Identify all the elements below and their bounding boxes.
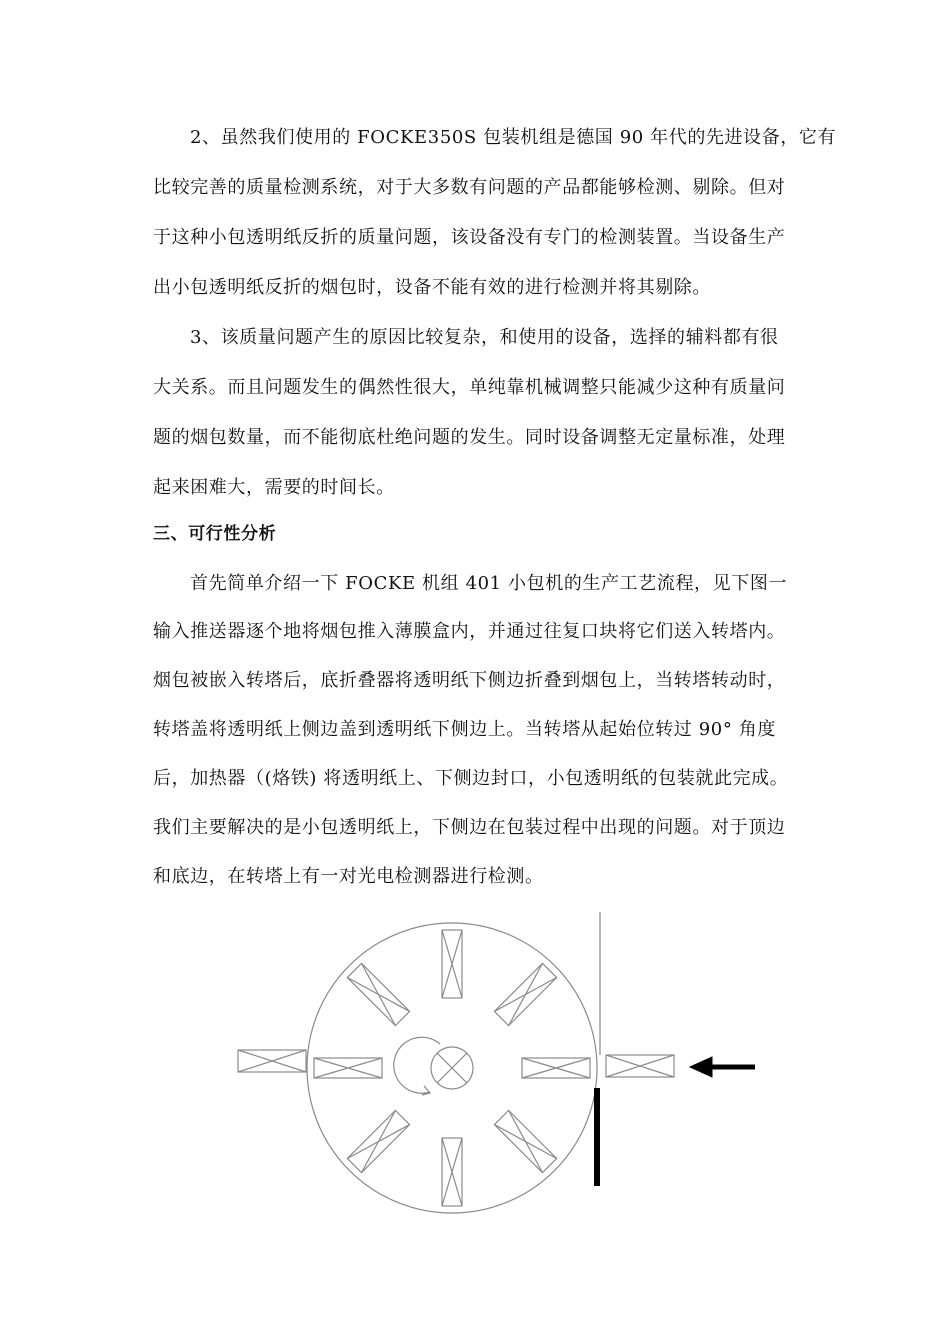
turret-pocket-8-diag-b — [494, 963, 556, 1025]
outside-pack-left — [238, 1050, 306, 1072]
para2-line-3: 于这种小包透明纸反折的质量问题，该设备没有专门的检测装置。当设备生产 — [153, 227, 786, 248]
para4-line-5: 后，加热器（(烙铁) 将透明纸上、下侧边封口，小包透明纸的包装就此完成。 — [153, 768, 789, 789]
para4-line-6: 我们主要解决的是小包透明纸上，下侧边在包装过程中出现的问题。对于顶边 — [153, 817, 786, 838]
para4-line-1: 首先简单介绍一下 FOCKE 机组 401 小包机的生产工艺流程，见下图一 — [190, 573, 788, 594]
feed-arrow-head — [690, 1057, 712, 1077]
section-heading: 三、可行性分析 — [153, 524, 277, 544]
turret-pocket-2-diag-b — [494, 1110, 556, 1172]
para2-line-4: 出小包透明纸反折的烟包时，设备不能有效的进行检测并将其剔除。 — [153, 277, 711, 298]
turret-pocket-5 — [314, 1058, 382, 1078]
para4-line-4: 转塔盖将透明纸上侧边盖到透明纸下侧边上。当转塔从起始位转过 90° 角度 — [153, 719, 776, 740]
turret-pocket-7 — [442, 930, 462, 998]
para2-line-2: 比较完善的质量检测系统，对于大多数有问题的产品都能够检测、剔除。但对 — [153, 177, 786, 198]
turret-pocket-6 — [347, 963, 409, 1025]
turret-pocket-6-diag-b — [347, 963, 409, 1025]
para4-line-2: 输入推送器逐个地将烟包推入薄膜盒内，并通过往复口块将它们送入转塔内。 — [153, 621, 786, 642]
para3-line-2: 大关系。而且问题发生的偶然性很大，单纯靠机械调整只能减少这种有质量问 — [153, 377, 786, 398]
para2-line-1: 2、虽然我们使用的 FOCKE350S 包装机组是德国 90 年代的先进设备，它有 — [190, 127, 837, 148]
turret-diagram — [0, 900, 950, 1230]
para4-line-7: 和底边，在转塔上有一对光电检测器进行检测。 — [153, 866, 544, 887]
turret-pocket-3 — [442, 1138, 462, 1206]
turret-pocket-4-diag-b — [347, 1110, 409, 1172]
rotation-arrow — [394, 1037, 440, 1093]
para3-line-3: 题的烟包数量，而不能彻底杜绝问题的发生。同时设备调整无定量标准，处理 — [153, 427, 786, 448]
infeed-pack-right — [606, 1055, 674, 1077]
para3-line-1: 3、该质量问题产生的原因比较复杂，和使用的设备，选择的辅料都有很 — [190, 327, 779, 348]
turret-pocket-8 — [494, 963, 556, 1025]
turret-pocket-1 — [522, 1058, 590, 1078]
turret-pocket-2 — [494, 1110, 556, 1172]
para4-line-3: 烟包被嵌入转塔后，底折叠器将透明纸下侧边折叠到烟包上，当转塔转动时， — [153, 670, 786, 691]
para3-line-4: 起来困难大，需要的时间长。 — [153, 477, 395, 498]
turret-pocket-4 — [347, 1110, 409, 1172]
